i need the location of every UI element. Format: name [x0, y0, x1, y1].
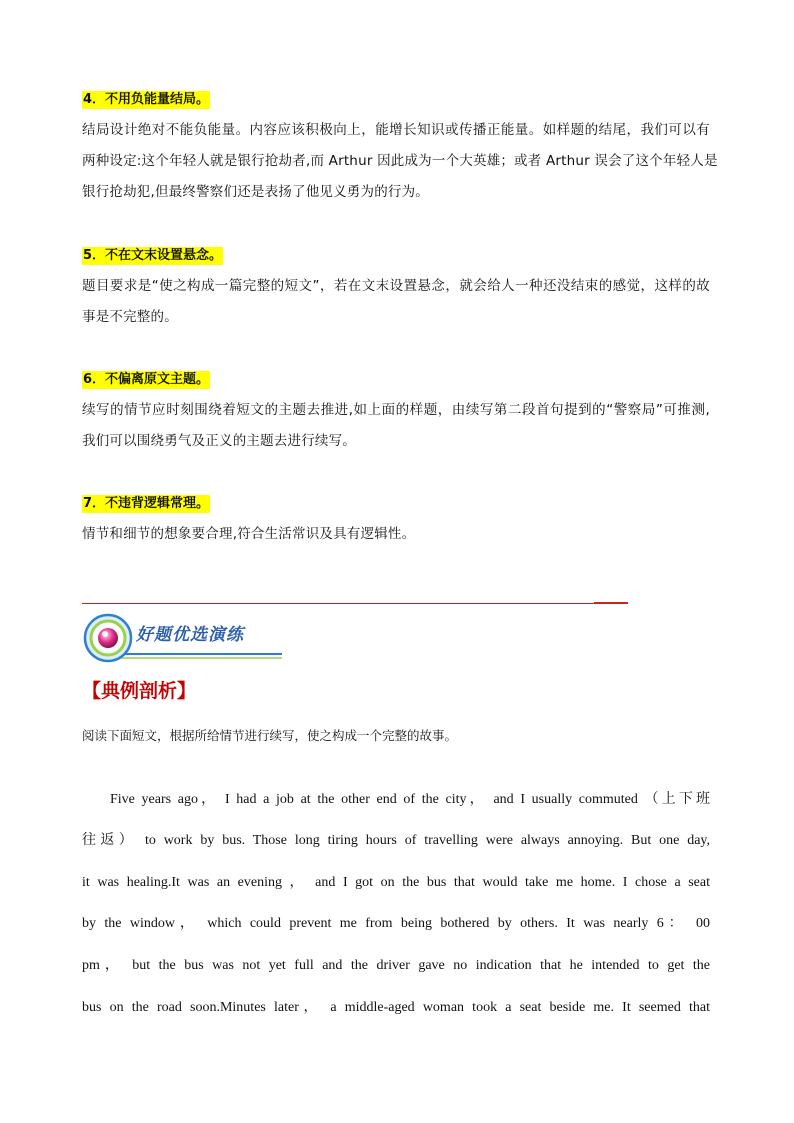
section-title: 【典例剖析】 [82, 680, 197, 702]
tip-heading-4: 4．不用负能量结局。 [83, 92, 210, 107]
passage-line-2: 往返） to work by bus. Those long tiring hours of travelling were always annoying. But one day, [82, 833, 710, 848]
passage-line-6: bus on the road soon.Minutes later， a middle-aged woman took a seat beside me. It seemed that [82, 1000, 710, 1015]
passage-line-3: it was healing.It was an evening ， and I got on the bus that would take me home. I chose a seat [82, 875, 710, 890]
tip-5-line-1: 题目要求是“使之构成一篇完整的短文”，若在文末设置悬念，就会给人一种还没结束的感觉，这样的故 [82, 278, 710, 294]
tip-heading-5: 5．不在文末设置悬念。 [83, 248, 223, 263]
section-divider-accent [594, 602, 628, 604]
tip-4-line-1: 结局设计绝对不能负能量。内容应该积极向上，能增长知识或传播正能量。如样题的结尾，我们可以有 [82, 122, 710, 138]
passage-line-5: pm， but the bus was not yet full and the driver gave no indication that he intended to get the [82, 958, 710, 973]
passage-line-1: Five years ago， I had a job at the other end of the city， and I usually commuted （上下班 [110, 792, 710, 807]
tip-6-line-2: 我们可以围绕勇气及正义的主题去进行续写。 [82, 433, 356, 449]
tip-4-line-3: 银行抢劫犯,但最终警察们还是表扬了他见义勇为的行为。 [82, 184, 429, 200]
section-divider [82, 603, 628, 604]
passage-instruction: 阅读下面短文，根据所给情节进行续写，使之构成一个完整的故事。 [82, 728, 458, 743]
tip-heading-6: 6．不偏离原文主题。 [83, 372, 210, 387]
tip-4-line-2: 两种设定:这个年轻人就是银行抢劫者,而 Arthur 因此成为一个大英雄；或者 Arthur 误会了这个年轻人是 [82, 153, 718, 169]
passage-line-4: by the window， which could prevent me from being bothered by others. It was nearly 6： 00 [82, 916, 710, 931]
practice-banner [82, 612, 292, 666]
tip-5-line-2: 事是不完整的。 [82, 309, 178, 325]
tip-heading-7: 7．不违背逻辑常理。 [83, 496, 210, 511]
tip-6-line-1: 续写的情节应时刻围绕着短文的主题去推进,如上面的样题，由续写第二段首句提到的“警察局”可推测, [82, 402, 710, 418]
tip-7-line-1: 情节和细节的想象要合理,符合生活常识及具有逻辑性。 [82, 526, 416, 542]
banner-text: 好题优选演练 [136, 625, 244, 645]
